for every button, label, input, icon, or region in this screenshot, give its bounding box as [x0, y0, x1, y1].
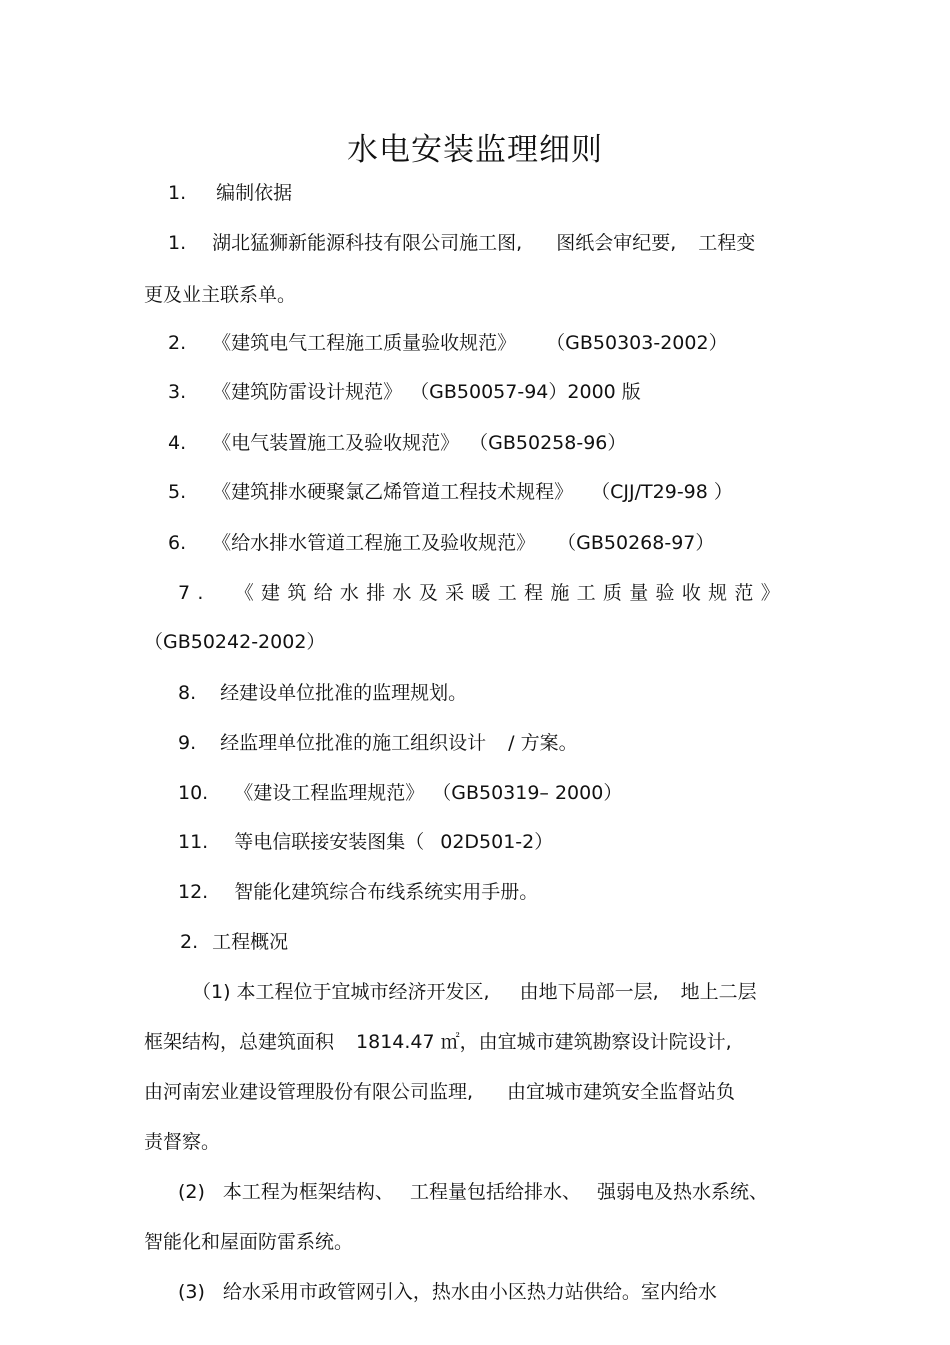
- list-item: [178, 731, 578, 755]
- paragraph-line: 智能化和屋面防雷系统。: [144, 1231, 354, 1253]
- section-title: 编制依据: [216, 182, 293, 204]
- item-number: 6.: [168, 532, 187, 554]
- paragraph-text: (2): [178, 1181, 205, 1203]
- item-title: 《建设工程监理规范》: [234, 782, 425, 804]
- paragraph-text: 强弱电及热水系统、: [596, 1181, 768, 1203]
- paragraph-line: [178, 1180, 768, 1204]
- item-code: 02D501-2）: [440, 831, 554, 853]
- item-text: 图纸会审纪要,: [556, 232, 677, 254]
- paragraph-text: 由河南宏业建设管理股份有限公司监理,: [144, 1081, 474, 1103]
- item-number: 4.: [168, 432, 187, 454]
- paragraph-line: [144, 1080, 735, 1104]
- item-text: 智能化建筑综合布线系统实用手册。: [234, 881, 539, 903]
- item-title: 《建筑电气工程施工质量验收规范》: [212, 332, 517, 354]
- item-title: 《建筑给水排水及采暖工程施工质量验收规范》: [234, 582, 788, 604]
- document-title: 水电安装监理细则: [347, 132, 603, 168]
- list-item: [168, 380, 641, 404]
- item-number: 5.: [168, 481, 187, 503]
- section-title: 工程概况: [212, 931, 289, 953]
- item-number: 8.: [178, 682, 197, 704]
- item-number: 2.: [168, 332, 187, 354]
- item-text: 经监理单位批准的施工组织设计: [220, 732, 487, 754]
- item-title: 《建筑排水硬聚氯乙烯管道工程技术规程》: [212, 481, 574, 503]
- item-code: （CJJ/T29-98 ）: [591, 481, 733, 503]
- paragraph-line: [178, 1280, 717, 1304]
- paragraph-text: 给水采用市政管网引入，热水由小区热力站供给。室内给水: [222, 1281, 717, 1303]
- list-item: [178, 830, 553, 854]
- item-code: （GB50319– 2000）: [432, 782, 623, 804]
- paragraph-text: 地上二层: [680, 981, 757, 1003]
- paragraph-line: [144, 1030, 732, 1054]
- list-item: [178, 581, 787, 605]
- list-item: [168, 531, 714, 555]
- list-item-continuation: （GB50242-2002）: [144, 631, 326, 653]
- paragraph-text: 本工程为框架结构、: [222, 1181, 394, 1203]
- item-number: 7.: [178, 582, 211, 604]
- list-item: [178, 880, 538, 904]
- item-code: （GB50303-2002）: [546, 332, 728, 354]
- section-heading: [168, 181, 292, 205]
- list-item: [178, 781, 622, 805]
- item-text: 等电信联接安装图集（: [234, 831, 425, 853]
- item-text: 经建设单位批准的监理规划。: [220, 682, 468, 704]
- paragraph-text: 工程量包括给排水、: [409, 1181, 581, 1203]
- paragraph-text: (3): [178, 1281, 205, 1303]
- list-item: [168, 231, 755, 255]
- item-number: 3.: [168, 381, 187, 403]
- section-heading: [180, 930, 288, 954]
- item-number: 11.: [178, 831, 209, 853]
- list-item: [168, 431, 626, 455]
- item-code: （GB50268-97）: [557, 532, 715, 554]
- list-item-continuation: 更及业主联系单。: [144, 284, 297, 306]
- item-number: 9.: [178, 732, 197, 754]
- list-item: [168, 331, 728, 355]
- section-number: 1.: [168, 182, 187, 204]
- item-extra: 2000 版: [567, 381, 641, 403]
- item-title: 《电气装置施工及验收规范》: [212, 432, 460, 454]
- paragraph-text: 由宜城市建筑安全监督站负: [507, 1081, 736, 1103]
- item-code: （GB50057-94）: [410, 381, 568, 403]
- paragraph-line: [192, 980, 757, 1004]
- paragraph-text: 框架结构，总建筑面积: [144, 1031, 335, 1053]
- item-number: 12.: [178, 881, 209, 903]
- paragraph-text: （1) 本工程位于宜城市经济开发区,: [192, 981, 490, 1003]
- item-text: 湖北猛狮新能源科技有限公司施工图,: [212, 232, 523, 254]
- section-number: 2.: [180, 931, 199, 953]
- item-number: 10.: [178, 782, 209, 804]
- paragraph-text: 1814.47 ㎡，由宜城市建筑勘察设计院设计,: [356, 1031, 732, 1053]
- list-item: [168, 480, 733, 504]
- list-item: [178, 681, 467, 705]
- item-number: 1.: [168, 232, 187, 254]
- item-code: （GB50258-96）: [469, 432, 627, 454]
- item-title: 《给水排水管道工程施工及验收规范》: [212, 532, 536, 554]
- paragraph-line: 责督察。: [144, 1131, 221, 1153]
- item-title: 《建筑防雷设计规范》: [212, 381, 403, 403]
- item-text: 工程变: [698, 232, 756, 254]
- item-text: / 方案。: [508, 732, 578, 754]
- paragraph-text: 由地下局部一层,: [519, 981, 659, 1003]
